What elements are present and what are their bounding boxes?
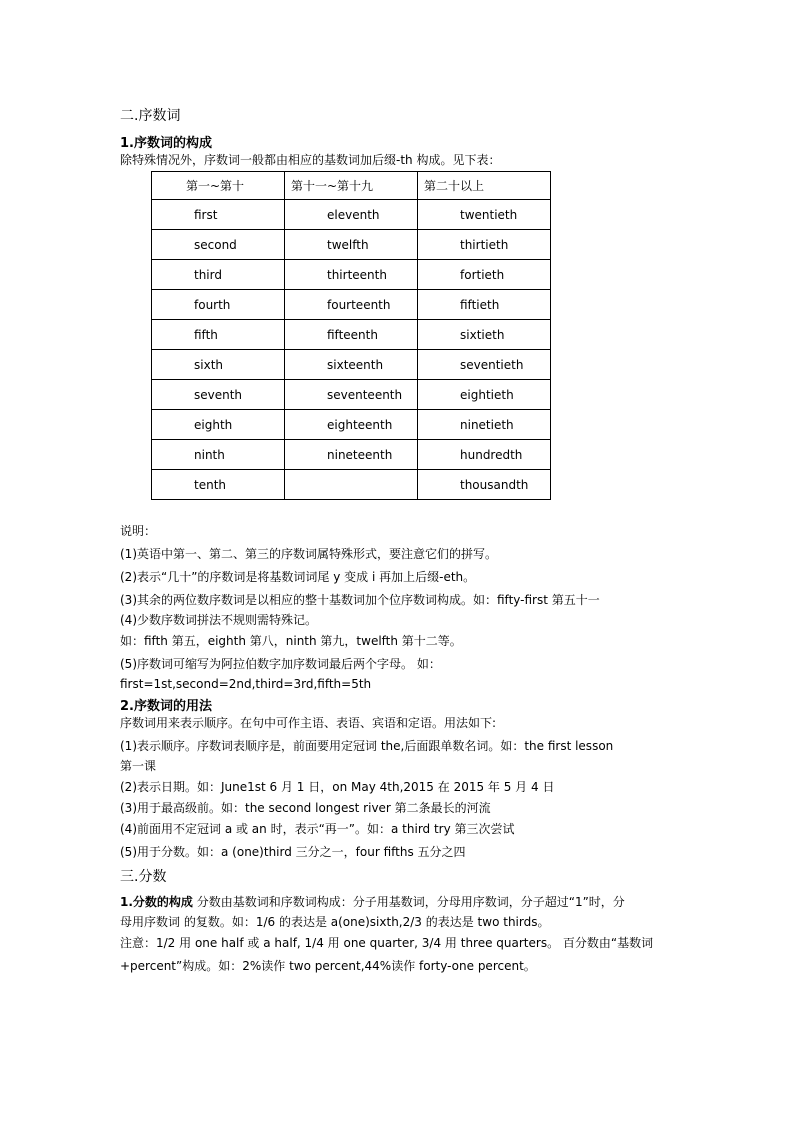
- table-header-cell: 第一~第十: [152, 172, 285, 200]
- fraction-paragraph-line: +percent”构成。如：2%读作 two percent,44%读作 forty-one percent。: [120, 959, 536, 973]
- subsection-title-ordinal-usage: 2.序数词的用法: [120, 699, 212, 714]
- table-cell: second: [152, 230, 285, 260]
- table-row: [152, 200, 551, 230]
- usage-item: (3)用于最高级前。如：the second longest river 第二条最长的河流: [120, 801, 491, 815]
- table-cell: seventieth: [418, 350, 551, 380]
- table-header-cell: 第十一~第十九: [285, 172, 418, 200]
- table-cell: seventeenth: [285, 380, 418, 410]
- table-cell: [285, 470, 418, 500]
- table-cell: nineteenth: [285, 440, 418, 470]
- note-item: 如：fifth 第五，eighth 第八，ninth 第九，twelfth 第十二等。: [120, 634, 462, 648]
- table-row: [152, 230, 551, 260]
- table-cell: sixtieth: [418, 320, 551, 350]
- table-cell: thousandth: [418, 470, 551, 500]
- note-item: (4)少数序数词拼法不规则需特殊记。: [120, 613, 317, 627]
- usage-item: (1)表示顺序。序数词表顺序是，前面要用定冠词 the,后面跟单数名词。如：the first lesson: [120, 739, 614, 753]
- note-item: (5)序数词可缩写为阿拉伯数字加序数词最后两个字母。 如：: [120, 657, 441, 671]
- usage-item: (4)前面用不定冠词 a 或 an 时，表示“再一”。如：a third try 第三次尝试: [120, 822, 515, 836]
- ordinal-table: [151, 171, 551, 500]
- note-item: (3)其余的两位数序数词是以相应的整十基数词加个位序数词构成。如：fifty-first 第五十一: [120, 593, 600, 607]
- table-cell: eighth: [152, 410, 285, 440]
- fraction-paragraph-line: [120, 894, 625, 910]
- section-title-fractions: 三.分数: [120, 869, 167, 885]
- table-row: [152, 260, 551, 290]
- table-cell: thirteenth: [285, 260, 418, 290]
- table-cell: fiftieth: [418, 290, 551, 320]
- table-cell: fourteenth: [285, 290, 418, 320]
- table-cell: sixth: [152, 350, 285, 380]
- note-item: first=1st,second=2nd,third=3rd,fifth=5th: [120, 677, 372, 691]
- table-cell: ninth: [152, 440, 285, 470]
- table-cell: hundredth: [418, 440, 551, 470]
- fraction-line-text: 分数由基数词和序数词构成：分子用基数词，分母用序数词，分子超过“1”时，分: [192, 895, 625, 909]
- table-cell: eighteenth: [285, 410, 418, 440]
- table-cell: sixteenth: [285, 350, 418, 380]
- table-row: [152, 350, 551, 380]
- note-item: (1)英语中第一、第二、第三的序数词属特殊形式，要注意它们的拼写。: [120, 547, 498, 561]
- section-title-ordinals: 二.序数词: [120, 108, 181, 124]
- usage-intro: 序数词用来表示顺序。在句中可作主语、表语、宾语和定语。用法如下:: [120, 716, 497, 730]
- table-cell: twelfth: [285, 230, 418, 260]
- table-row: [152, 440, 551, 470]
- table-row: [152, 470, 551, 500]
- subsection-title-ordinal-formation: 1.序数词的构成: [120, 136, 212, 151]
- table-row: [152, 320, 551, 350]
- table-cell: eightieth: [418, 380, 551, 410]
- table-cell: fifth: [152, 320, 285, 350]
- fraction-paragraph-line: 母用序数词 的复数。如：1/6 的表达是 a(one)sixth,2/3 的表达是 two thirds。: [120, 915, 550, 929]
- table-cell: first: [152, 200, 285, 230]
- table-cell: eleventh: [285, 200, 418, 230]
- usage-item: (5)用于分数。如：a (one)third 三分之一，four fifths 五分之四: [120, 845, 466, 859]
- table-cell: fourth: [152, 290, 285, 320]
- table-cell: twentieth: [418, 200, 551, 230]
- table-cell: seventh: [152, 380, 285, 410]
- fraction-paragraph-line: 注意：1/2 用 one half 或 a half, 1/4 用 one quarter, 3/4 用 three quarters。 百分数由“基数词: [120, 936, 654, 950]
- table-cell: ninetieth: [418, 410, 551, 440]
- table-row: [152, 410, 551, 440]
- note-item: (2)表示“几十”的序数词是将基数词词尾 y 变成 i 再加上后缀-eth。: [120, 570, 476, 584]
- notes-title: 说明：: [120, 524, 157, 538]
- table-cell: fifteenth: [285, 320, 418, 350]
- table-row: [152, 290, 551, 320]
- table-row: [152, 380, 551, 410]
- table-header-cell: 第二十以上: [418, 172, 551, 200]
- table-cell: thirtieth: [418, 230, 551, 260]
- subsection-title-fraction-formation: 1.分数的构成: [120, 895, 193, 909]
- table-cell: fortieth: [418, 260, 551, 290]
- usage-item: (2)表示日期。如：June1st 6 月 1 日，on May 4th,2015 在 2015 年 5 月 4 日: [120, 780, 555, 794]
- table-cell: tenth: [152, 470, 285, 500]
- intro-paragraph: 除特殊情况外，序数词一般都由相应的基数词加后缀-th 构成。见下表：: [120, 153, 501, 167]
- usage-item: 第一课: [120, 759, 157, 773]
- table-header-row: [152, 172, 551, 200]
- table-cell: third: [152, 260, 285, 290]
